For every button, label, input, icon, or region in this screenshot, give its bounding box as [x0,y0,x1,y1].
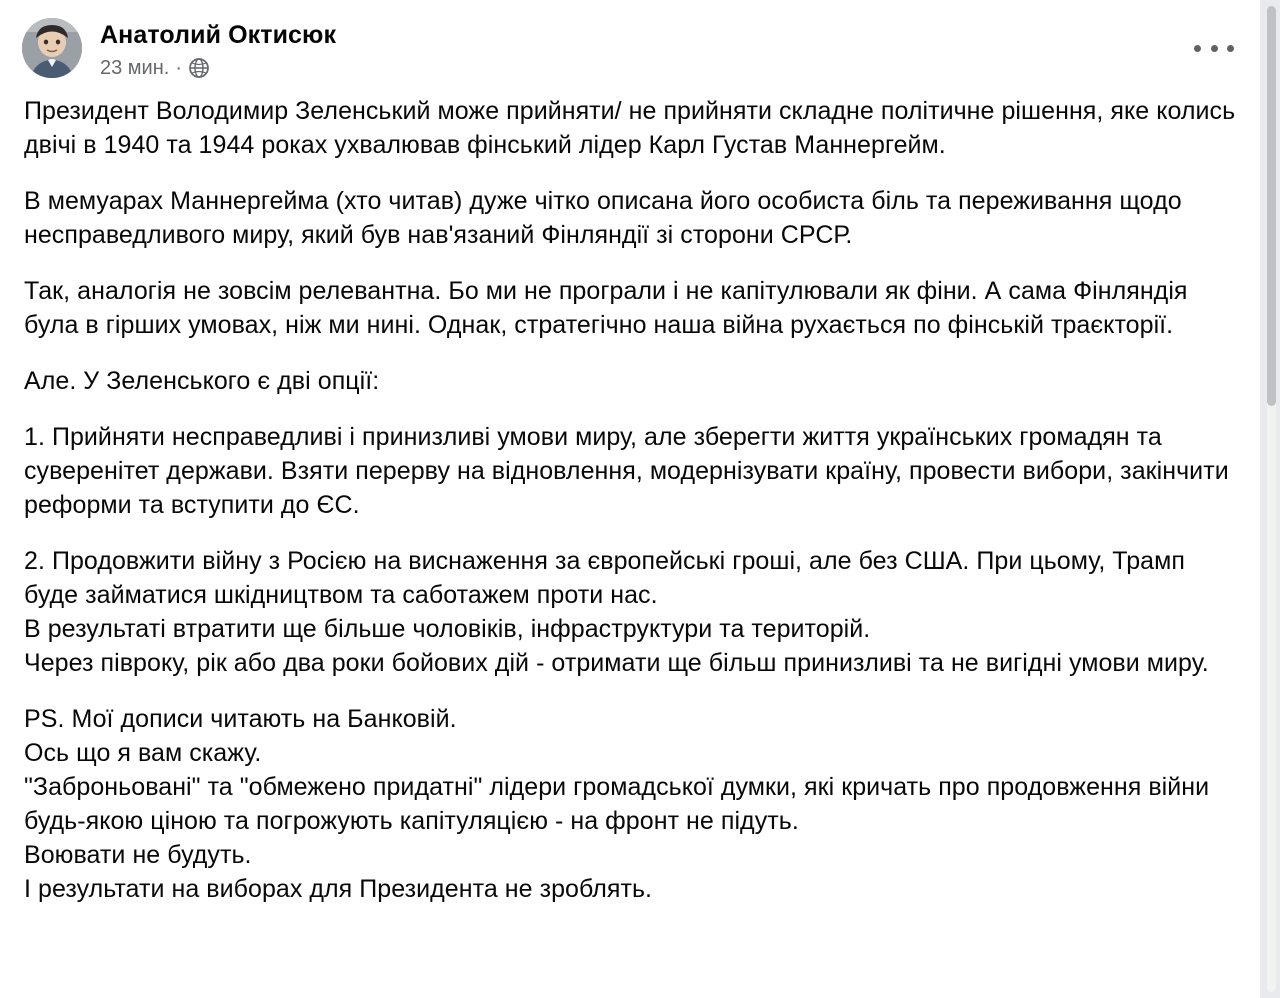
meta-separator: · [175,57,182,79]
post-paragraph: Через півроку, рік або два роки бойових дій - отримати ще більш принизливі та не вигідні умови миру. [24,649,1209,677]
post-timestamp[interactable]: 23 мин. [100,57,170,79]
post-paragraph: PS. Мої дописи читають на Банковій. [24,705,457,733]
more-dot-2 [1211,45,1218,52]
more-dot-3 [1227,45,1234,52]
post-paragraph: 1. Прийняти несправедливі і принизливі умови миру, але зберегти життя українських громадян та суверенітет держави. Взяти перерву на відновлення, модернізувати країну, провести вибори, закінчити реформи та вступити до ЄС. [24,423,1229,519]
post-paragraph: Так, аналогія не зовсім релевантна. Бо ми не програли і не капітулювали як фіни. А сама Фінляндія була в гірших умовах, ніж ми нині. Однак, стратегічно наша війна рухається по фінській траєкторії. [24,277,1188,339]
post-paragraph: Але. У Зеленського є дві опції: [24,367,380,395]
post-paragraph: "Заброньовані" та "обмежено придатні" лідери громадської думки, які кричать про продовження війни будь-якою ціною та погрожують капітуляцією - на фронт не підуть. [24,773,1210,835]
post-header-text [100,18,336,80]
post-text [0,80,1260,906]
post-paragraph: Ось що я вам скажу. [24,739,262,767]
post-paragraph: Воювати не будуть. [24,841,252,869]
post-options-button[interactable] [1194,38,1234,58]
avatar[interactable] [22,18,82,78]
post-paragraph: В мемуарах Маннергейма (хто читав) дуже чітко описана його особиста біль та переживання щодо несправедливого миру, який був нав'язаний Фінляндії зі сторони СРСР. [24,187,1182,249]
post-paragraph: 2. Продовжити війну з Росією на виснаження за європейські гроші, але без США. При цьому, Трамп буде займатися шкідництвом та саботажем проти нас. [24,547,1185,609]
post-meta [100,56,336,80]
globe-icon[interactable] [188,57,210,79]
author-name[interactable]: Анатолий Октисюк [100,21,337,49]
post-paragraph: Президент Володимир Зеленський може прийняти/ не прийняти складне політичне рішення, яке колись двічі в 1940 та 1944 роках ухвалював фінський лідер Карл Густав Маннергейм. [24,97,1236,159]
more-dot-1 [1194,45,1201,52]
post-paragraph: В результаті втратити ще більше чоловіків, інфраструктури та територій. [24,615,871,643]
post-paragraph: І результати на виборах для Президента не зроблять. [24,875,653,903]
scrollbar-thumb[interactable] [1267,6,1276,406]
scrollbar[interactable] [1267,6,1276,992]
post-header [0,0,1260,80]
